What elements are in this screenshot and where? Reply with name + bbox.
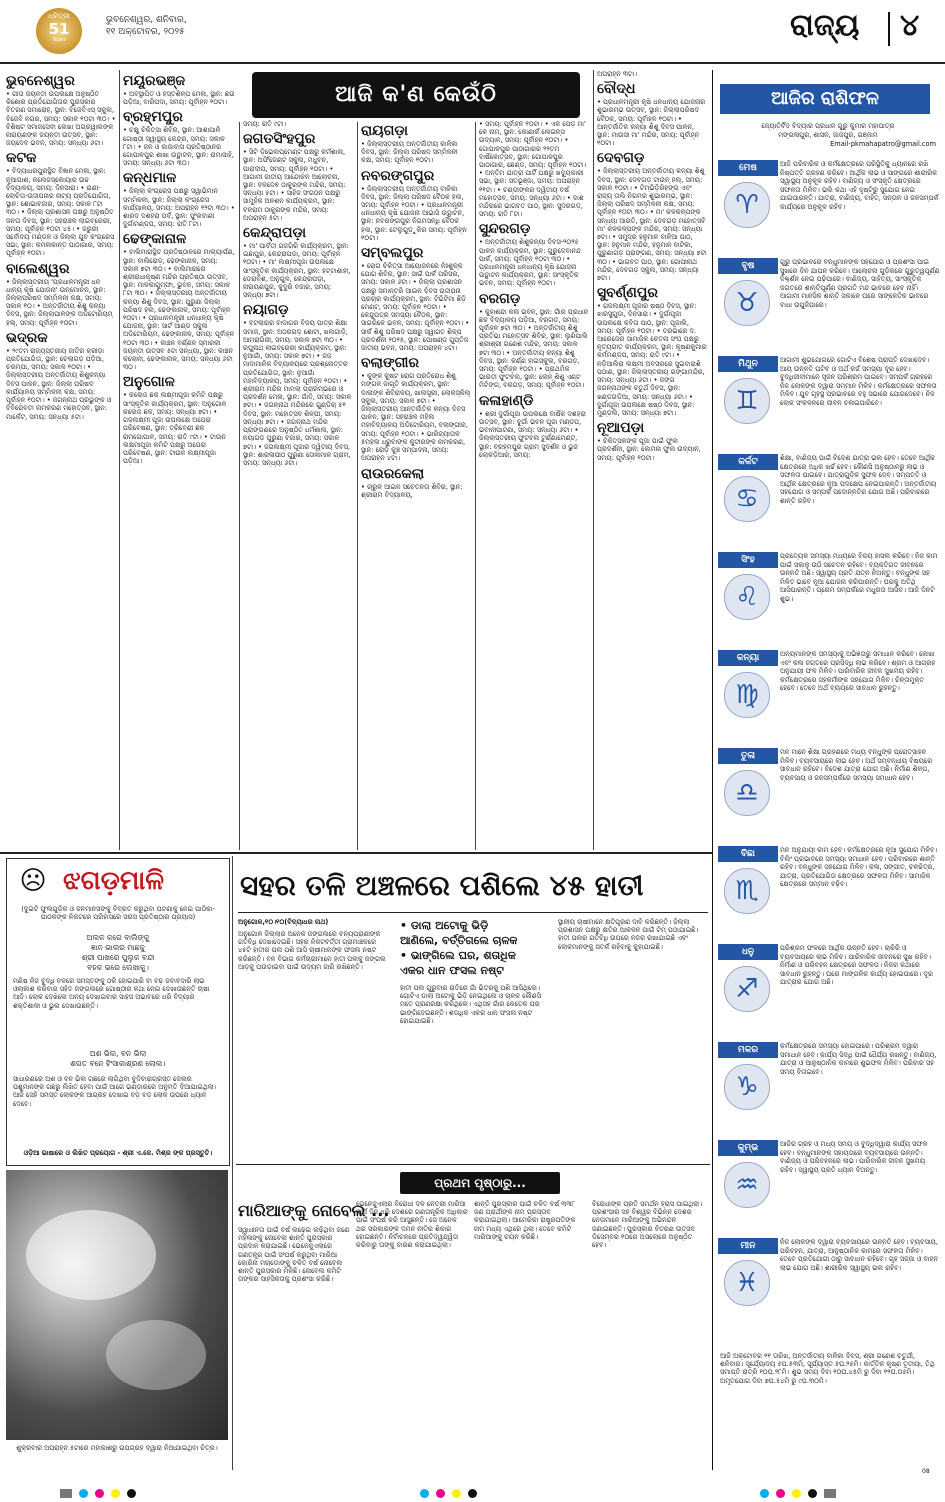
elephant-col-2: ହାତୀ ପଲ ଗୁରୁବାର ରାତିରେ ଗାଁ ଭିତରକୁ ପଶି ଆସିଥିଲେ। ଗୋଟିଏ ଡାଲା ଅଟୋକୁ ଭିଡ଼ି ନେଇଥିଲେ ଓ ଚାଳକ କୌଣସି ମତେ ପ୍ରାଣରକ୍ଷା କରିଥିଲେ। ଏଥିସହ ଗାଁର କେତେକ ଘର ଭାଙ୍ଗିଦେଇଛନ୍ତି। ଶତାଧିକ ଏକର ଧାନ ଫସଲ ନଷ୍ଟ ହୋଇଯାଇଛି। xyxy=(400,984,542,1025)
black-dot xyxy=(127,1489,136,1498)
rashifala-author: ଜ୍ୟୋତିର୍ବିଦ ବିଦ୍ୟାର ପ୍ରଧାନ ଗୁରୁ କୁମାର ମହାପାତ୍ର xyxy=(761,122,895,130)
zodiac-forecast: ଆଜିର ଗ୍ରହ ଓ ମଧ୍ୟ ସମୟ ଓ ବୁଦ୍ଧିଦ୍ୱାରା କାର୍ଯ୍ୟ ସଫଳ ହେବ। ବନ୍ଧୁମାନଙ୍କ ସହାୟତାରେ ବ୍ୟବସାୟରେ ଉନ୍ନତି। ବାଣିଜ୍ୟ ଓ ପରିବହନରେ ଲାଭ। ପାରିବାରିକ ଜୀବନ ସୁଖମୟ ରହିବ। ସ୍ୱାସ୍ଥ୍ୟ ପ୍ରତି ଧ୍ୟାନ ଦିଅନ୍ତୁ। xyxy=(780,1140,928,1174)
verse-line: ବହକ ଭରେ ଲେଖାକୁ। xyxy=(87,963,149,972)
jhagadamali-note: (ଦୁଇଟି ଫୁଲଗୁଡ଼ିକ ଓ ଜନମାନସଙ୍କୁ ବିବ୍ରତ କରୁଥିବା ଘଟଣାକୁ ନେଇ ପାଠିକା-ପାଠକଙ୍କ ନିକଟରେ ପରିହାସରେ ସରସ ପ୍ରତିଷ୍ଠାର ପ୍ରୟାସ) xyxy=(21,905,215,922)
pratham-tag xyxy=(400,1172,560,1194)
district-events: • ବଟଲାରାର ବାଦାଗର ବିଜୟ ପାତ୍ର ଶିକ୍ଷା ସମାଜ, ସ୍ଥାନ: ଅଠରଗଡ଼ ଶୋଟା, ଖଲଗାଡ଼ି, ଆମରାଗିରୀ, ସମୟ: ସକାଳ ୭ଟା ୩୦। • ରଘୁନାଥ ଲାଇବ୍ରେରୀ କାର୍ଯ୍ୟକ୍ରମ, ସ୍ଥାନ: ନୁଆଗାଁ, ସମୟ: ସକାଳ ୭ଟା। • ଜଜ ମାଦାମାନିକ ବିଦ୍ୟାଳୟରେ ପ୍ରଶ୍ନୋତ୍ତର ପ୍ରତିଯୋଗିତା, ସ୍ଥାନ: ନୁଆଗାଁ ମହାବିଦ୍ୟାଳୟ, ସମୟ: ପୂର୍ବାହ୍ନ ୧୦ଟା। • ଶ୍ରୀରାମ ମନ୍ଦିର ମାମଲା ପ୍ରାରମ୍ଭରେ ଓ ପ୍ରଦର୍ଶନ ମେଳା, ସ୍ଥାନ: ଗାଁଦି, ସମୟ: ସକାଳ ୭ଟା। • ଜଗନ୍ନାଥ ମନ୍ଦିରରେ ଗୁଣ୍ଡିଚା ୫୧ ଦିବସ, ସ୍ଥାନ: ମହୋତ୍ସବ ଶିଳ୍ପୀ, ସମୟ: ସନ୍ଧ୍ୟା ୭ଟା। • ଜଗନ୍ନାଥ ମନ୍ଦିର ପ୍ରାଙ୍ଗଣରେ ଅନୁଷ୍ଠିତ ଧର୍ମଶାଳା, ସ୍ଥାନ: ନୟାଗଡ଼ ପୁରୁଣା ବଜାର, ସମୟ: ସକାଳ ୭ଟା। • ଜଗଲକ୍ଷ୍ମୀ ପୂଜାର ଦ୍ୱିତୀୟ ଦିବସ, ସ୍ଥାନ: ଶାରଳାପୀଠ ପୁରୁଣା ତୋଳାମାଳ ଗ୍ରାମ, ସମୟ: ସନ୍ଧ୍ୟା ୬ଟା। xyxy=(243,319,352,467)
zodiac-label: କର୍କଟ xyxy=(718,454,778,470)
bullet-line: • ଭାଙ୍ଗିଲେ ଘର, ଶତାଧିକ xyxy=(400,948,570,963)
section-title: ରାଜ୍ୟ xyxy=(790,8,860,43)
zodiac-row xyxy=(718,748,940,840)
elephant-byline: ଅନୁଗୋଳ,୧୦।୧୦(ବିଦ୍ୟାଧର ନାଥ) xyxy=(238,918,329,926)
rashifala-email: Email-pkmahapatro@gmail.com xyxy=(830,140,936,148)
district-column-4 xyxy=(361,120,471,840)
district-heading: କେନ୍ଦ୍ରାପଡ଼ା xyxy=(243,225,307,242)
district-heading: ବୌଦ୍ଧ xyxy=(597,81,636,98)
anniversary-logo xyxy=(36,8,82,54)
cyan-dot xyxy=(760,1489,769,1498)
pratham-col-3: ଶାନ୍ତି ପୁରସ୍କାର ପାଇଁ ଚଳିତ ବର୍ଷ ୩୩୮ ଜଣ ପ୍ରାର୍ଥୀଙ୍କ ନାମ ପ୍ରସ୍ତାବ କରାଯାଇଥିଲା। ଆମେରିକା ରାଷ୍ଟ୍ରପତିଙ୍କ ନାମ ମଧ୍ୟ ଏଥିରେ ଥିଲା। ତେବେ କମିଟି ମାରିଆଙ୍କୁ ଚୟନ କରିଛି। xyxy=(474,1200,576,1241)
magenta-dot xyxy=(776,1489,785,1498)
district-events: • କୁହାଶନ୍ଦା କଳା ଭବନ, ସ୍ଥାନ: ଗାଁର ପ୍ରଧାନ ଛକ ବିଦ୍ୟାଳୟ ପଡ଼ିଆ, ବରଗଡ଼, ସମୟ: ପୂର୍ବାହ୍ନ ୭ଟା ୩୦। • ଅନ୍ତର୍ଜାତୀୟ ଶିଶୁ ପ୍ରତିଭା ମହୋତ୍ସବ ଶିବିର, ସ୍ଥାନ: ଲୁଣିପାଲି ଶ୍ରୀଶ୍ରୀ ଗଣେଶ ମନ୍ଦିର, ସମୟ: ସକାଳ ୭ଟା ୩୦। • ଅନ୍ତର୍ଜାତୀୟ କନ୍ୟା ଶିଶୁ ଦିବସ, ସ୍ଥାନ: କର୍ଣ୍ଣ ହାଇସ୍କୁଲ, ବରଗଡ଼, ସମୟ: ପୂର୍ବାହ୍ନ ୧୦ଟା। • ପ୍ରାଥମିକ ଭାରତୀ ଫୁଟବଲ, ସ୍ଥାନ: ଲେନ୍ ଶିଶୁ ଏଣ୍ଟ ମିଟିଙ୍ଗ, ବରଗଡ଼, ସମୟ: ପୂର୍ବାହ୍ନ ୧୦ଟା। xyxy=(479,307,589,390)
elephant-headline: ସହର ତଳି ଅଞ୍ଚଳରେ ପଶିଲେ ୪୫ ହାତୀ xyxy=(240,869,644,902)
district-events: • ଅନ୍ତର୍ଜାତୀୟ ଶିଶୁକନ୍ୟା ଦିବସ-୨୦୨୫ ପାଳନ କାର୍ଯ୍ୟକ୍ରମ, ସ୍ଥାନ: ଗୁରୁଦେବାନନ୍ଦ ପାର୍କ, ସମୟ: ପୂର୍ବାହ୍ନ ୧୦ଟା ୩୦। • ପ୍ରଧାନମନ୍ତ୍ରୀ ଧନଧାନ୍ୟ କୃଷି ଯୋଜନା ଉଦ୍ଘାଟନ କାର୍ଯ୍ୟକ୍ରମ, ସ୍ଥାନ: ସାଂସ୍କୃତିକ ଭବନ, ସମୟ: ପୂର୍ବାହ୍ନ ୧୦ଟା। xyxy=(479,238,581,288)
zodiac-forecast: ନିଜ ଲୋକଙ୍କ ଦ୍ୱାରା ବ୍ୟବସାୟରେ ଉନ୍ନତି ହେବ। ବ୍ୟବସାୟ, ପରିବହନ, ଯାତ୍ରା, ଆନୁଷ୍ଠାନିକ କାମରେ ସଫଳତା ମିଳିବ। ତେବେ ପ୍ରତିଯୋଗୀ ଠାରୁ ସାବଧାନ ରହିବେ। ଗୃହ ସଜ୍ଜା ଓ ବାହନ ଲାଭ ଯୋଗ ଅଛି। ଶାରୀରିକ ସ୍ୱାସ୍ଥ୍ୟ ଭଲ ରହିବ। xyxy=(780,1238,938,1272)
section-rule xyxy=(236,1164,710,1165)
register-marks-left xyxy=(60,1483,138,1502)
pratham-col-1: ସ୍ୱାଧୀନତା ପାଇଁ ବର୍ଷ ଲଢ଼େଇ ଲଢ଼ିଥିବା ଜଣେ ମହିଳାଙ୍କୁ ନୋବେଲ ଶାନ୍ତି ପୁରସ୍କାର ପ୍ରଦାନ କରାଯାଇଛି। ଭେନେଜୁଏଲାରେ ଗଣତନ୍ତ୍ର ପାଇଁ ସଂଘର୍ଷ କରୁଥିବା ମାରିଆ କୋରିନା ମଚାଡୋଙ୍କୁ ଚଳିତ ବର୍ଷ ନୋବେଲ ଶାନ୍ତି ପୁରସ୍କାର ମିଳିଛି। ନୋବେଲ କମିଟି ତାଙ୍କର ସାହସିକତାକୁ ପ୍ରଶଂସା କରିଛି। xyxy=(238,1226,350,1284)
elephant-col-3: ସ୍ଥାନୀୟ ଚାଷୀମାନେ କ୍ଷତିପୂରଣ ଦାବି କରିଛନ୍ତି। ଜିଲ୍ଲା ପ୍ରଶାସନ ପକ୍ଷରୁ କ୍ଷତିର ଆକଳନ ପାଇଁ ଟିମ୍ ପଠାଯାଇଛି। ହାତୀ ପଲର ଗତିବିଧି ଉପରେ ନଜର ରଖାଯାଇଛି ଏବଂ ଲୋକମାନଙ୍କୁ ସତର୍କ ରହିବାକୁ କୁହାଯାଇଛି। xyxy=(558,918,699,951)
zodiac-forecast: ଗୁରୁ ପ୍ରଭାବରେ ବନ୍ଧୁମାନଙ୍କ ସହଯୋଗ ଓ ପ୍ରଶଂସା ପାଇ ସୁଖରେ ଦିନ ଯାପନ କରିବେ। ଆଲୋଚନା ଗୁଡ଼ିକରେ ଗୁରୁତ୍ୱପୂର୍ଣ୍ଣ ଦିଗ୍ଦର୍ଶନ ନେଇ ପଢ଼ିପାରେ। ବାଣିଜ୍ୟ, ସାହିତ୍ୟ, ସାଂସ୍କୃତିକ ଜଗତରେ ଶାନ୍ତିପୂର୍ଣ୍ଣ ପ୍ରଗତି ମନ୍ଦ ଭାବରେ ହେବ ନାହିଁ। ଆଗାମୀ ମାନସିକ ଶାନ୍ତି ସକାଳେ ଘରେ ସାଙ୍କେତିକ ଭାବରେ ବାଧା ଉପୁଜିପାରେ। xyxy=(780,258,940,309)
district-heading: ସମ୍ବଲପୁର xyxy=(361,245,424,262)
district-events: • ଚାରୁଳ ଆଇନ ସଚେତନତା ଶିବିର, ସ୍ଥାନ: ଶ୍ରୀରାମ ବିଦ୍ୟାଳୟ, xyxy=(361,482,463,499)
column-rule xyxy=(475,122,476,850)
cloud-band xyxy=(26,1210,156,1300)
jhagadamali-para-2: ସାଧାରଣରେ ଅଶ ଓ ବନ ଭିଲ ଗଛରେ ଲାଗିଥିବା ବୁଦିବାରାଗ୍ରସ୍ତ ଜେଲର ପଶୁମାନଙ୍କ ଗଛରୁ ଲିଖିତ ହେବା ପାଇଁ ଆଗେ ଭଣ୍ଡାରରେ ଅନୁମତି ଦିଆଯାଇଥିଲା। ଆଜି ସେହି ସମସ୍ତ ଲୋକଙ୍କ ଆଗ୍ରହ ଦେଖାଇ ବଡ଼ ବଡ଼ ଲୋକ ଉପରେ ଧ୍ୟାନ ଦେବେ। xyxy=(13,1075,217,1108)
district-heading: ସୁବର୍ଣ୍ଣପୁର xyxy=(597,285,658,302)
zodiac-label: ବୃଷ xyxy=(718,258,778,274)
district-heading: ନବରଙ୍ଗପୁର xyxy=(361,167,435,184)
verse-line: ଅଲଳ କରେ ବାଲିଙ୍କୁ xyxy=(86,933,150,942)
zodiac-row xyxy=(718,160,940,252)
dateline xyxy=(106,14,256,38)
district-heading: ନୟାଗଡ଼ xyxy=(243,302,289,319)
jhagadamali-line-a: ଅଶ ଭିଲ, ବନ ଭିଲା xyxy=(89,1049,147,1058)
black-dot xyxy=(808,1489,817,1498)
satellite-caption: ଶୁକ୍ରବାର ଅପରାହ୍ନ ୫ଟାରେ ମହାକାଶରୁ ଉପଗ୍ରହ ଦ୍ୱାରା ନିଆଯାଇଥିବା ଚିତ୍ର। xyxy=(16,1444,218,1452)
zodiac-label: ଧନୁ xyxy=(718,944,778,960)
jhagadamali-box xyxy=(6,858,230,1166)
zodiac-row xyxy=(718,552,940,644)
district-events: • ଚିକିତ୍ସକଙ୍କ ପୂଜା ପାଇଁ ଫୁଲ ପ୍ରଦର୍ଶନୀ, ସ୍ଥାନ: କୋମନା ଫୁଲ ଉଦ୍ୟାନ, ସମୟ: ପୂର୍ବାହ୍ନ ୧୦ଟା। xyxy=(597,437,701,462)
district-events: • ବିଦ୍ୟାଧରପୁରସ୍ଥିତ ବିଜ୍ଞାନ ମେଳା, ସ୍ଥାନ: ନୂଆପାଶ, କଲେଜସ୍କୋୟାର ଉଚ୍ଚ ବିଦ୍ୟାଳୟ, ସମୟ: ଦିନସାରା। • ରାଣୀ-ଲୋଚିତା-ଉଦ୍ଦୀପନାର ନାଟ୍ୟ ପ୍ରତିଯୋଗିତା, ସ୍ଥାନ: ଶୋଭାବଜାର, ସମୟ: ସକାଳ ୮ଟା ୩୦। • ଜିଲ୍ଲା ପ୍ରଶାସନ ପକ୍ଷରୁ ଅନୁଷ୍ଠିତ ଜନତା ଦିବସ, ସ୍ଥାନ: ସହରାଞ୍ଚଳ ଲାଇବ୍ରେରୀ, ସମୟ: ପୂର୍ବାହ୍ନ ୧୦ଟା ୪୫। • ଜରୁରୀ ସର୍ବୋଦୟ ମଣ୍ଡଳ ଓ ଜିଲ୍ଲା ଯୁବ କଂଗ୍ରେସ ସଭା, ସ୍ଥାନ: କମଳାକାନ୍ତ ପାଠାଗାର, ସମୟ: ପୂର୍ବାହ୍ନ ୧୦ଟା। xyxy=(6,167,115,258)
zodiac-row xyxy=(718,650,940,742)
zodiac-row xyxy=(718,454,940,546)
zodiac-forecast: ଅନ୍ୟମାନଙ୍କ ସମସ୍ୟାକୁ ଅଭିଜ୍ଞତାରୁ ସମାଧାନ କରିବେ। ଲେଖା ଏବଂ କଳା ଜଗତରେ ପ୍ରସିଦ୍ଧି ଲାଭ କରିବେ। ଶ୍ରମ ଓ ଆଗ୍ରହ ଅନୁଯାୟୀ ଫଳ ମିଳିବ। ପାରିବାରିକ ଜୀବନ ସୁଖମୟ ରହିବ। କର୍ମକ୍ଷେତ୍ରରେ ସହକର୍ମୀଙ୍କ ସହଯୋଗ ମିଳିବ। ଚିନ୍ତାମୁକ୍ତ ହେବେ। ତେବେ ଅର୍ଥ ବ୍ୟୟରେ ସାବଧାନ ରୁହନ୍ତୁ। xyxy=(780,650,936,693)
zodiac-label: ମେଷ xyxy=(718,160,778,176)
district-events: • ଚକ୍ଷୁ ଚିକିତ୍ସା ଶିବିର, ସ୍ଥାନ: ଆଶାପାଳି ଗୋଷ୍ଠୀ ସ୍ୱାସ୍ଥ୍ୟ କେନ୍ଦ୍ର, ସମୟ: ସକାଳ ୮ଟା। • ଜନ ଓ କାଜାବାସ ପ୍ରତିଷ୍ଠାନର ଗୋପାଳପୁର ଶାଖା ଉଦ୍ଘାଟନ, ସ୍ଥାନ: ରାମାସାହି, ସମୟ: ସନ୍ଧ୍ୟା ୬ଟା ୩୦। xyxy=(123,126,234,168)
jhagadamali-line-b: ଶଗତ ବନେ ହିଂସାକାଶ୍ରଣ ଲୋଳା। xyxy=(70,1059,166,1068)
satellite-image xyxy=(6,1170,228,1440)
zodiac-row xyxy=(718,1238,940,1330)
column-rule xyxy=(593,70,594,850)
magenta-dot xyxy=(436,1489,445,1498)
zodiac-row xyxy=(718,1140,940,1232)
district-column-6 xyxy=(597,70,707,840)
district-column-2 xyxy=(123,70,235,840)
district-events: ସମୟ: ରାତି ୯ଟା। xyxy=(243,120,287,128)
section-divider xyxy=(888,12,890,46)
district-column-3 xyxy=(243,120,353,840)
district-heading: ରାଉରକେଲା xyxy=(361,465,425,482)
zodiac-symbol-icon: ♏ xyxy=(724,868,770,914)
verse-line: ଶ୍ରୀ ପାଖରେ ପୁଲୁକ ବନ୍ଦୀ xyxy=(81,953,155,962)
district-heading: କଳାହାଣ୍ଡି xyxy=(479,392,534,409)
district-events: • ଅବସ୍ଥାପିତ ଓ ହସ୍ତଶିଳ୍ପ ମେଳା, ସ୍ଥାନ: ଛଉ ପଡ଼ିଆ, ବାରିପଦା, ସମୟ: ପୂର୍ବାହ୍ନ ୧୦ଟା। xyxy=(123,90,235,107)
district-heading: ଭଦ୍ରକ xyxy=(6,329,48,346)
jhagadamali-verse xyxy=(13,933,223,973)
district-column-5 xyxy=(479,120,589,840)
district-events: • ଶ୍ରୀ ଦୁର୍ଗାପୂଜା ଉପଲକ୍ଷେ ବାର୍ଷିକ ଦଶହରା ଉତ୍ସବ, ସ୍ଥାନ: ଦୁର୍ଗା ଭବନ ପୂଜା ମଣ୍ଡପ, ଭବାନୀପାଟଣା, ସମୟ: ସନ୍ଧ୍ୟା ୬ଟା। • ଜିଲ୍ଲାସ୍ତରୀୟ ଫୁଟବଲ ଟୁର୍ଣ୍ଣାମେଣ୍ଟ, ସ୍ଥାନ: ବ୍ରହ୍ମପୁର ଗ୍ରାମ ସୁଦର୍ଶନ ଓ ଭୁଜ ଲୋକଡ଼ିଆର, ସମୟ: xyxy=(479,409,586,459)
logo-sub: Years xyxy=(52,37,66,43)
district-heading: ବ୍ରହ୍ମପୁର xyxy=(123,109,183,126)
pratham-col-4: ବିରୋଧୀଙ୍କ ପ୍ରତି ସମର୍ଥନ ହ୍ରାସ ପାଇଥିଲା। ପ୍ରଶଂସାର ସହ ବିଶ୍ୱର ବିଭିନ୍ନ ଦେଶର ନେତାମାନେ ମାରିଆଙ୍କୁ ଅଭିନନ୍ଦନ ଜଣାଇଛନ୍ତି। ପୁରସ୍କାର ବିତରଣ ଉତ୍ସବ ଡିସେମ୍ବର ୧୦ରେ ଅସଲୋରେ ଅନୁଷ୍ଠିତ ହେବ। xyxy=(592,1200,703,1250)
zodiac-forecast: ଆଜି ପରିବାରିକ ଓ କର୍ମକ୍ଷେତ୍ରରେ ପରିସ୍ଥିତିକୁ ଧ୍ୟାନରେ ରଖି ନିଷ୍ପତ୍ତି ଗ୍ରହଣ କରିବେ। ଆର୍ଥିକ ଲାଭ ଓ ସାଙ୍ଗରେ ଶାରୀରିକ ସ୍ୱାସ୍ଥ୍ୟ ଅନୁକୂଳ ରହିବ। ବାଣିଜ୍ୟ ଓ ସଂସ୍କୃତି କ୍ଷେତ୍ରରେ ସଫଳତା ମିଳିବ। ଭଲି କଥା ଏହି ଦୃଷ୍ଟିରୁ ସୁଯୋଗ ନେଇ ଯାଇପାରନ୍ତି। ଯାତ୍ରା, ବାଣିଜ୍ୟ, ବାହିତ, ସନ୍ତାନ ଓ ଜନସମ୍ପର୍କ କାର୍ଯ୍ୟରେ ଅନୁକୂଳ ରହିବ। xyxy=(780,160,939,211)
column-rule xyxy=(232,856,233,1470)
jhagadamali-title: ଝଗଡ଼ମାଳି xyxy=(63,866,165,896)
district-events: • ଗଜଲକ୍ଷ୍ମୀ ପୂଜାର ଷଷ୍ଠ ଦିବସ, ସ୍ଥାନ: ଝାରସୁଗୁଡ଼ା, ଦିନସାରା। • ଦୁର୍ଗାପୂଜା ଉପଲକ୍ଷେ କବିତା ପାଠ, ସ୍ଥାନ: ପୂଜାଲି, ସମୟ: ପୂର୍ବାହ୍ନ ୧୦ଟା। • ତରଭାରେ ଦ. ଆରେଜେର ସାମାଜିକ ଚେତନା ସଂଘ ପକ୍ଷରୁ ନୃତ୍ୟଗୀତ କାର୍ଯ୍ୟକ୍ରମ, ସ୍ଥାନ: କୃଷ୍ଣକୁମାର କର୍ମମଣ୍ଡପ, ସମୟ: ରାତି ୯ଟା। • ନଡ଼ିଆଲିରା ଲକ୍ଷ୍ମୀ ଅବସରରେ ସୁଇବାରାଶି ପଠାଣ, ସ୍ଥାନ: ଜିଲ୍ଲାସ୍ତରୀୟ ଗଙ୍ଗାମନ୍ଦିର, ସମୟ: ସନ୍ଧ୍ୟା ୬ଟା। • ଜଙ୍ଗ ଜଗନ୍ନାଥଙ୍କ ଚତୁର୍ଥ ଦିବସ, ସ୍ଥାନ: ଖଣ୍ଡଗଡ଼ିଆ, ସମୟ: ସନ୍ଧ୍ୟା ୬ଟା। • ଦୁର୍ଗାପୂଜା ଉପଲକ୍ଷେ ଷଷ୍ଠ ଦିବସ, ସ୍ଥାନ: ମୁଣ୍ଡଲି, ସମୟ: ସନ୍ଧ୍ୟା ୭ଟା। xyxy=(597,302,707,417)
dateline-line-1: ଭୁବନେଶ୍ୱର, ଶନିବାର, xyxy=(106,15,187,25)
elephant-col-1: ଅନୁଗୋଳ ଜିଲ୍ଲାର ଅନେକ ଜଙ୍ଗଲରେ ବନ୍ୟପ୍ରାଣୀଙ୍କ ଗତିବିଧି ଦେଖାଦେଇଛି। ସହର ନିକଟବର୍ତ୍ତୀ ଗ୍ରାମାଞ୍ଚଳରେ ୪୫ଟି ହାତୀର ପଲ ପଶି ଆସି ଚାଷୀମାନଙ୍କ ଫସଲ ନଷ୍ଟ କରିଛନ୍ତି। ବନ ବିଭାଗ କର୍ମଚାରୀମାନେ ହାତୀ ପଲକୁ ଜଙ୍ଗଲ ଆଡ଼କୁ ଘଉଡ଼ାଇବା ପାଇଁ ଉଦ୍ୟମ ଜାରି ରଖିଛନ୍ତି। xyxy=(238,930,386,971)
district-heading: ରାୟଗଡ଼ା xyxy=(361,123,408,139)
district-heading: ବାଲେଶ୍ୱର xyxy=(6,260,70,277)
logo-top-text: ଧରିତ୍ରୀ xyxy=(48,12,70,20)
district-events: • ବାଲିମାରାସ୍ଥିତ ପ୍ରତିଷ୍ଠାନରେ ମାଲ୍ୟାର୍ପଣ, ସ୍ଥାନ: ବାଲିରୋଡ଼, ଢେଙ୍କାନାଳ, ସମୟ: ସକାଳ ୭ଟା ୩୦। • ବାଲିମାରାରେ ଶ୍ରୀରାଧାକୃଷ୍ଣ ମନ୍ଦିର ପ୍ରତିଷ୍ଠା ଉତ୍ସବ, ସ୍ଥାନ: ମାଳକାଗୁମ୍ଫା, ଭୁବନ, ସମୟ: ସକାଳ ୮ଟା ୩୦। • ଜିଲ୍ଲାସ୍ତରୀୟ ଅନ୍ତର୍ଜାତୀୟ କନ୍ୟା ଶିଶୁ ଦିବସ, ସ୍ଥାନ: ପୁରୁଣା ଜିଲ୍ଲା ପରିଷଦ ହଲ, ଢେଙ୍କାନାଳ, ସମୟ: ପୂର୍ବାହ୍ନ ୧୦ଟା। • ପ୍ରଧାନମନ୍ତ୍ରୀ ଧନଧାନ୍ୟ କୃଷି ଯୋଜନା, ସ୍ଥାନ: ସାର୍ଟ ଆଣ୍ଡ ସ୍କୁଲ ଅଡିଟୋରିୟମ, ଢେଙ୍କାନାଳ, ସମୟ: ପୂର୍ବାହ୍ନ ୧୦ଟା ୩୦। • କାଞ୍ଚନ ବର୍ଣ୍ଣନ ସ୍ମାରକୀ ଜୟନ୍ତୀ ଉତ୍ସବ ୫ଟା ସନ୍ଧ୍ୟା, ସ୍ଥାନ: କାଞ୍ଚନ କଲୋନୀ, ଢେଙ୍କାନାଳ, ସମୟ: ସନ୍ଧ୍ୟା ୬ଟା ୩୦। xyxy=(123,248,235,372)
district-events: • କଲେଜ ଛକ ଲକ୍ଷ୍ମୀପୂଜା କମିଟି ପକ୍ଷରୁ ସାଂସ୍କୃତିକ କାର୍ଯ୍ୟକ୍ରମ, ସ୍ଥାନ: ଅନୁଗୋଳ କଲେଜ ଛକ, ସମୟ: ସନ୍ଧ୍ୟା ୭ଟା। • ଗଜଲକ୍ଷ୍ମୀ ପୂଜା ଉପଲକ୍ଷେ ଅପେରା ପରିବେଷଣ, ସ୍ଥାନ: ତ୍ରିବେଣୀ ଛକ ରାମଗୋପାଳ, ସମୟ: ରାତି ୯ଟା। • ଟାଉନ ଲକ୍ଷ୍ମୀପୂଜା କମିଟି ପକ୍ଷରୁ ଅପେରା ପରିବେଷଣ, ସ୍ଥାନ: ଟାଉନ ଲକ୍ଷ୍ମୀପୂଜା ପଡ଼ିଆ। xyxy=(123,391,227,466)
zodiac-symbol-icon: ♒ xyxy=(724,1162,770,1208)
pratham-tag-label: ପ୍ରଥମ ପୃଷ୍ଠାରୁ... xyxy=(434,1176,526,1190)
elephant-bullets xyxy=(400,918,570,978)
zodiac-forecast: କର୍ମକ୍ଷେତ୍ରରେ ସମସ୍ୟା ହୋଇପାରେ। ପରିଶ୍ରମ ଦ୍ୱାରା ସମାଧାନ ହେବ। କାର୍ଯ୍ୟ ସିଦ୍ଧି ପାଇଁ ଧୈର୍ଯ୍ୟ ରଖନ୍ତୁ। ବାଣିଜ୍ୟ, ଯାତ୍ରା ଓ ଆନୁଷ୍ଠାନିକ କାମରେ ଶୁଭଫଳ ମିଳିବ। ପରିବାର ସହ ସମୟ ବିତାଇବେ। xyxy=(780,1042,937,1076)
rashifala-title-bar xyxy=(720,84,930,114)
district-events: • ଜିଲ୍ଲାସ୍ତରୀୟ ଅନ୍ତର୍ଜାତୀୟ ବାଳିକା ଦିବସ, ସ୍ଥାନ: ଜିଲ୍ଲା ପରିଷଦ ବୈଠକ ହଲ, ସମୟ: ପୂର୍ବାହ୍ନ ୧୦ଟା। • ପ୍ରଧାନମନ୍ତ୍ରୀ ଧନଧାନ୍ୟ କୃଷି ଯୋଜନା ଆଭାସି ଉଦ୍ଘାଟନ, ସ୍ଥାନ: ନବରଙ୍ଗପୁର ନିଗମସନ୍ଧି ବୈଠକ ହଲ, ସ୍ଥାନ: ଟେଲୁଗୁଡ଼ୁକିର ସମୟ: ପୂର୍ବାହ୍ନ ୧୦ଟା। xyxy=(361,184,467,242)
zodiac-forecast: ପରିଶ୍ରମ ଫଳରେ ଆର୍ଥିକ ଉନ୍ନତି ହେବ। ଚାକିରି ଓ ବ୍ୟବସାୟରେ ଲାଭ ମିଳିବ। ପାରିବାରିକ ଜୀବନରେ ସୁଖ ରହିବ। ନିର୍ମାଣ ଓ ପରିବହନ କ୍ଷେତ୍ରରେ ସଫଳତା। ନିଜର କଥାରେ ସାବଧାନ ରୁହନ୍ତୁ। ଘରେ ମାଙ୍ଗଳିକ କାର୍ଯ୍ୟ ହୋଇପାରେ। ଦୂର ଯାତ୍ରାର ଯୋଗ ଅଛି। xyxy=(780,944,933,987)
district-events: • ସମୟ: ପୂର୍ବାହ୍ନ ୧୦ଟା। • ଏକ ପେଡ଼ ମା' କେ ନାମ, ସ୍ଥାନ: କୋଣାର୍କ ଲେଇନ୍ସ ଉଦ୍ୟାନ, ସମୟ: ପୂର୍ବାହ୍ନ ୧୦ଟା। • ଗୋପାଳପୁର ପାଠାଗାରର ୨୨ତମ ବାର୍ଷିକୋତ୍ସବ, ସ୍ଥାନ: ଗୋପାଳପୁର ପାଠାଗାର, ଛେଣ୍ଡ, ସମୟ: ପୂର୍ବାହ୍ନ ୧୦ଟା। • ଅନ୍ତିମ ଯାତ୍ରା ପାର୍ଟି ପକ୍ଷରୁ ଖଦ୍ୟୁକାରୀ ସଭା, ସ୍ଥାନ: ସତଭୂଞ୍ଜା, ସମୟ: ଅପରାହ୍ନ ୧୧ଟା। • ଚଣ୍ଡୀଙ୍କର ଦ୍ୱିତୀୟ ବର୍ଷ ମହୋତ୍ସବ, ସମୟ: ସନ୍ଧ୍ୟା ୬ଟା। • ଦାଶ ମନ୍ଦିରରେ ଭାଗବତ ପାଠ, ସ୍ଥାନ: ସୁଦରଗଡ଼, ସମୟ: ରାତି ୮ଟା। xyxy=(479,120,587,219)
zodiac-label: ତୁଳା xyxy=(718,748,778,764)
district-events: ଅପରାହ୍ନ ୩ଟା। xyxy=(597,70,638,78)
cyan-dot xyxy=(420,1489,429,1498)
zodiac-symbol-icon: ♑ xyxy=(724,1064,770,1110)
district-events: • ଗୀତା ଜୟନ୍ତୀ ଉପଲକ୍ଷେ ଅନୁଷ୍ଠିତ କିଶୋର ପ୍ରତିଯୋଗିତାର ପୁରସ୍କାର ବିତରଣ ସମାରୋହ, ସ୍ଥାନ: ବିଜେବିଏସ୍ ସ୍କୁଲ, ବିଜେବି ନଗର, ସମୟ: ସକାଳ ୧୦ଟା ୩୦। • ବିଶିଷ୍ଟ ସମାଜସେବୀ ଲେଖା ଅଗ୍ରୱାଲଙ୍କ ନାରାୟଣଙ୍କ ଜୟନ୍ତୀ ଉତ୍ସବ, ସ୍ଥାନ: ଜୟଦେବ ଭବନ, ସମୟ: ସନ୍ଧ୍ୟା ୬ଟା। xyxy=(6,90,116,148)
zodiac-label: ମୀନ xyxy=(718,1238,778,1254)
zodiac-symbol-icon: ♉ xyxy=(724,280,770,326)
headline-rule xyxy=(238,912,708,913)
district-heading: ବଲାଙ୍ଗୀର xyxy=(361,355,419,372)
district-events: • କୁଙ୍କ କୁଷ୍ଟ ରୋଗ ପ୍ରତିରୋଧ ଶିଶୁ ମଙ୍ଗଳ ଜାଗୃତି କାର୍ଯ୍ୟକ୍ରମ, ସ୍ଥାନ: ଦାଲାଙ୍କ ଶିବିରାଳୟ, ଖାଲସ୍ତ୍ରୀ, ଲୋକସ୍କିଲ୍ ସ୍କୁଲ, ସମୟ: ସକାଳ ୭ଟା। • ଜିଲ୍ଲାସ୍ତରୀୟ ଆନ୍ତର୍ଜାତିକ କନ୍ୟା ଦିବସ ପାଳନ, ସ୍ଥାନ: ସହରାଞ୍ଚଳ ମହିଳା ମହାବିଦ୍ୟାଳୟ ଅଡିଟୋରିୟମ, ବଲାଙ୍ଗୀର, ସମୟ: ପୂର୍ବାହ୍ନ ୧୦ଟା। • ଭାରିଜ୍ୟାତାଳ ୫ମହଲ ଧ୍ରୁବାଙ୍କ କୁଟୀରଙ୍କ ନାମକରଣ, ସ୍ଥାନ: ରୋଡ଼ି କୁଞ୍ଚ ସମ୍ପାଦନା, ସମୟ: ଅପରାହ୍ନ ୪ଟା। xyxy=(361,372,471,463)
district-heading: ଭୁବନେଶ୍ୱର xyxy=(6,73,75,89)
yellow-dot xyxy=(792,1489,801,1498)
rashifala-footer: ଆଜି ଅକ୍ଟୋବର ୧୧ ତାରିଖ, ଅନ୍ତର୍ଜାତୀୟ ବାଳିକା ଦିବସ, ଶ୍ରୀ ଗଣେଶ ଚତୁର୍ଥୀ, ଶନିବାର। ସୂର୍ଯ୍ୟୋଦୟ ୫ଘ.୫୩ମି, ସୂର୍ଯ୍ୟାସ୍ତ ୫ଘ.୨୫ମି। କାର୍ତ୍ତିକ କୃଷ୍ଣ ତୃତୀୟା, ତିଥି ସମାପ୍ତି ରାତ୍ରି ୧୦ଘ.୨୮ମି। ଶୁଭ ସମୟ ଦିବା ୧୦ଘ.୪୫ମି ରୁ ଦିବା ୧୨ଘ.୦୫ମି। ଅମୃତଯୋଗ ଦିବା ୭ଘ.୫୪ମି ରୁ ୯ଘ.୩୦ମି। xyxy=(720,1352,935,1385)
zodiac-symbol-icon: ♓ xyxy=(724,1260,770,1306)
district-heading: ନୂଆପଡ଼ା xyxy=(597,420,645,437)
pratham-col-2: ଭେନେଜୁଏଲାର ବିରୋଧୀ ଦଳ ନେତ୍ରୀ ମାରିଆ ଦୀର୍ଘ ଦିନ ଧରି ଦେଶରେ ଗଣତାନ୍ତ୍ରିକ ଅଧିକାର ପାଇଁ ସଂଘର୍ଷ କରି ଆସୁଛନ୍ତି। ସେ ଅନେକ ଥର ସରକାରଙ୍କ ଦମନ ନୀତିର ଶିକାର ହୋଇଛନ୍ତି। ନିର୍ବାଚନରେ ପ୍ରତିଦ୍ୱନ୍ଦ୍ୱିତା କରିବାରୁ ତାଙ୍କୁ ବାରଣ କରାଯାଇଥିଲା। xyxy=(356,1200,468,1250)
district-heading: କଟକ xyxy=(6,150,37,167)
logo-number: 51 xyxy=(48,20,70,38)
column-rule xyxy=(119,70,120,850)
district-heading: ଢେଙ୍କାନାଳ xyxy=(123,231,187,248)
zodiac-row xyxy=(718,944,940,1036)
bullet-line: ଏକର ଧାନ ଫସଲ ନଷ୍ଟ xyxy=(400,964,504,977)
zodiac-symbol-icon: ♎ xyxy=(724,770,770,816)
masthead-rule xyxy=(0,62,945,64)
zodiac-forecast: ମନ ଅନୁଯାୟୀ କାମ ହେବ। କର୍ମକ୍ଷେତ୍ରରେ ନୂଆ ସୁଯୋଗ ମିଳିବ। ବିଲିଂ ପ୍ରଭାବରେ ସମସ୍ୟା ସମାଧାନ ହେବ। ପରିବାରରେ ଶାନ୍ତି ରହିବ। ବନ୍ଧୁଙ୍କ ସହଯୋଗ ମିଳିବ। କଳା, ସଙ୍ଗୀତ, ଚଳଚ୍ଚିତ୍ର, ଯାତ୍ରା, ପ୍ରତିଯୋଗିତା କ୍ଷେତ୍ରରେ ସଫଳତା ମିଳିବ। ସାମାଜିକ କ୍ଷେତ୍ରରେ ସମ୍ମାନ ବଢ଼ିବ। xyxy=(780,846,938,889)
district-events: • ୨୯ତମ ରାଜ୍ୟସ୍ତରୀୟ ଜାତିର କ୍ରୀଡ଼ା ପ୍ରତିଯୋଗିତା, ସ୍ଥାନ: ଚେଲାଗଡ଼ ପଡ଼ିଆ, ଚରମ୍ପା, ସମୟ: ସକାଳ ୧୦ଟା। • ଜିଲ୍ଲାସ୍ତରୀୟ ଅନ୍ତର୍ଜାତୀୟ ଶିଶୁକନ୍ୟା ଦିବସ ପାଳନ, ସ୍ଥାନ: ଜିଲ୍ଲା ପରିଷଦ କାର୍ଯ୍ୟାଳୟ ସମ୍ମିଳନୀ କକ୍ଷ, ସମୟ: ପୂର୍ବାହ୍ନ ୧୦ଟା। • ଜଗନ୍ନାଥ ପ୍ରଭୁଙ୍କ ଓ ବିବିରେବତୀ ନାମକରଣ ମହୋତ୍ସବ, ସ୍ଥାନ: ମାର୍କେଟ, ସମୟ: ସନ୍ଧ୍ୟା ୫ଟା। xyxy=(6,346,112,421)
district-events: • ମା' ପାର୍ବତୀ ଗଜଗିରି କାର୍ଯ୍ୟକ୍ରମ, ସ୍ଥାନ: ଇଛାପୁର, କେନ୍ଦ୍ରାପଡ଼ା, ସମୟ: ପୂର୍ବାହ୍ନ ୧୦ଟା। • ମା' ଲକ୍ଷ୍ମୀପୂଜା ଉପଲକ୍ଷେ ସାଂସ୍କୃତିକ କାର୍ଯ୍ୟକ୍ରମ, ସ୍ଥାନ: ହଟ୍ଟାଶାହୀ, ଡେରାବିଶ, ଅନୁଗୁଳ, କେନ୍ଦ୍ରାପଡ଼ା, ନାରାୟଣପୁର, କୁଦୁରି ବଜାର, ସମୟ: ସନ୍ଧ୍ୟା ୭ଟା। xyxy=(243,242,351,300)
register-marks-center xyxy=(420,1483,479,1502)
zodiac-symbol-icon: ♈ xyxy=(724,182,770,228)
zodiac-label: ମିଥୁନ xyxy=(718,356,778,372)
section-rule xyxy=(0,852,712,854)
district-events: • ଜିଲ୍ଲାସ୍ତରୀୟ ଅନ୍ତର୍ଜାତୀୟ କାଳିକା ଦିବସ, ସ୍ଥାନ: ଜିଲ୍ଲା ପରିଷଦ ସମ୍ମିଳନୀ କକ୍ଷ, ସମୟ: ପୂର୍ବାହ୍ନ ୧୦ଟା। xyxy=(361,140,458,165)
column-rule xyxy=(239,122,240,850)
jhagadamali-credit: ଓଡ଼ିଆ ଭାଷାରେ ଓ ଲିଖିତ ପ୍ରୟୋଗ - ଶ୍ରୀ ଏ.ଜେ. ମିଶ୍ର ଙ୍କ ପ୍ରସ୍ତୁତି। xyxy=(23,1149,213,1157)
page-corner-number: 08 xyxy=(922,1468,930,1475)
zodiac-label: ବିଛା xyxy=(718,846,778,862)
black-dot xyxy=(468,1489,477,1498)
dateline-line-2: ୧୧ ଅକ୍ଟୋବର, ୨୦୨୫ xyxy=(106,27,185,37)
zodiac-row xyxy=(718,258,940,350)
zodiac-forecast: ଆଗାମୀ ଶୁଭଯୋଗରେ ଗୋଟିଏ ବିଶେଷ ପ୍ରାପ୍ତି ଦେଖାଦେବ। ଆୟ ଉନ୍ନତି ଘଟିବ ଓ ଅର୍ଥ କର୍ଜ ସମସ୍ୟା ଦୂର ହେବ। ବୁଦ୍ଧିଜୀବୀମାନେ ସୃଜନ ପରିଶ୍ରମ ପାଇବେ। ସମ୍ପର୍କ ଗ୍ରହରେ ନିଜ ଲୋକଙ୍କ ଦ୍ୱାରା ସମ୍ମାନ ମିଳିବ। କର୍ମକ୍ଷେତ୍ରରେ ସଫଳତା ମିଳିବ। ଯୁବ ଗୃହସ୍ଥ ପ୍ରଭାବରେ ବହୁ ସଭାରେ ଯୋଗଦେବେ। ନିଜ ଲୋକ ସଂକଳନରେ ଜୀବନ ଚଳାଇପାରିବେ। xyxy=(780,356,937,407)
zodiac-symbol-icon: ♋ xyxy=(724,476,770,522)
district-heading: ଅନୁଗୋଳ xyxy=(123,374,175,391)
zodiac-row xyxy=(718,356,940,448)
zodiac-forecast: ପ୍ରତ୍ୟେକ ସମସ୍ୟା ମଧ୍ୟରେ ବିଜୟ ହାସଲ କରିବେ। ନିଜ କାମ ପାଇଁ ସକାଳୁ ଉଠି ସଚେତନ ରହିବେ। ବ୍ୟକ୍ତିଗତ ଜୀବନରେ ଉନ୍ନତି ଅଛି। ସ୍ୱାସ୍ଥ୍ୟ ପ୍ରତି ଯତ୍ନ ନିଅନ୍ତୁ। ବନ୍ଧୁଙ୍କ ସହ ମିଳିତ ଭାବେ ନୂଆ ଯୋଜନା କରିପାରନ୍ତି। ଘରକୁ ଅତିଥି ଆସିପାରନ୍ତି। ପ୍ରେମ ସମ୍ପର୍କରେ ମଧୁରତା ଆସିବ। ଆଜି ଦିନଟି ଶୁଭ। xyxy=(780,552,938,603)
zodiac-row xyxy=(718,1042,940,1134)
zodiac-symbol-icon: ♌ xyxy=(724,574,770,620)
zodiac-row xyxy=(718,846,940,938)
zodiac-symbol-icon: ♐ xyxy=(724,966,770,1012)
zodiac-forecast: ଶିକ୍ଷା, ବାଣିଜ୍ୟ ପାଇଁ ବିଦେଶ ଯାତ୍ରା ଭଲ ହେବ। ତେବେ ଆର୍ଥିକ କ୍ଷେତ୍ରରେ ଅଧିକ ଖର୍ଚ୍ଚ ହେବ। କୌଣସି ଅନୁଷ୍ଠାନରୁ ଲାଭ ଓ ସଫଳତା ପାଇବେ। ଯାତ୍ରାଗୁଡ଼ିକ ସୁଫଳ ଦେବ। ସମ୍ପତ୍ତି ଓ ଆର୍ଥିକ କ୍ଷେତ୍ରରେ ନୂଆ ପଦକ୍ଷେପ ନେଇପାରନ୍ତି। ଅନ୍ତର୍ଜାତୀୟ ସହଯୋଗ ଓ ସମ୍ପର୍କ ପଦୋନ୍ନତିର ଯୋଗ ଅଛି। ପରିବାରରେ ଶାନ୍ତି ରହିବ। xyxy=(780,454,937,505)
zodiac-label: କୁମ୍ଭ xyxy=(718,1140,778,1156)
aaji-banner xyxy=(252,72,580,118)
register-marks-right xyxy=(760,1483,838,1502)
jhagadamali-para-1: ମଣିଷ ନିଜ ବୁଦ୍ଧି ବଳରେ ସମସ୍ତଙ୍କୁ ଠକି ହୋଇପାରି ବା ବଢ଼ ଜବାବଦାରି ଲାଭ ଓଲାକାଶ କରିବାର ସହିତ ଜଙ୍ଗଲରେ ଗୋଷ୍ଠୀର କଥା ନେଇ ଦେଖାଉଛନ୍ତି ଚାଷୀ ଆଦି। ଲୋକ ଦେଖିଲେ ଅନ୍ୟ ଦେଖାଇବାର ସାହସ ଅଭାବରେ ଧରି ବିଦ୍ୟାର ଶକ୍ତିଶାଳୀ ଓ ଭୁଲ ଦେଖାଉଛନ୍ତି। xyxy=(13,977,210,1010)
bullet-line: • ଡାଲା ଅଟୋକୁ ଭିଡ଼ି xyxy=(400,918,570,933)
district-heading: ସୁନ୍ଦରଗଡ଼ xyxy=(479,221,531,238)
zodiac-label: ମକର xyxy=(718,1042,778,1058)
cartoon-faces-icon: ☹ xyxy=(19,866,47,896)
page-number: ୪ xyxy=(900,8,920,43)
column-rule xyxy=(357,122,358,850)
district-heading: ମୟୂରଭଞ୍ଜ xyxy=(123,73,186,89)
district-events: • ଜିଲ୍ଲାସ୍ତରୀୟ ଅନ୍ତର୍ଜାତୀୟ କନ୍ୟା ଶିଶୁ ଦିବସ, ସ୍ଥାନ: ଦେବଗଡ଼ ଟାଉନ୍ ହଲ୍, ସମୟ: ସକାଳ ୧୦ଟା। • ଟିମ୍‌ଭିଡ଼ିରିହଙ୍ଗ ଏବଂ ରାଜ୍ୟ ତାଲି ନିଗମର ଶୁଭାରମ୍ଭ, ସ୍ଥାନ: ଜିଲ୍ଲା ପରିଷଦ ସମ୍ମିଳନୀ କକ୍ଷ, ସମୟ: ପୂର୍ବାହ୍ନ ୧୦ଟା ୩୦। • ମା' କଳକଳ୍ପଙ୍କ ସନ୍ଧ୍ୟା ଆରତି, ସ୍ଥାନ: ଦେବଗଡ଼ ମହୋତ୍ସବି ମା' କଳକଳ୍ପଙ୍କ ମନ୍ଦିର, ସମୟ: ସନ୍ଧ୍ୟା ୭ଟା। • ସମୁଦ୍ର ହନୁମାନ ବାଳିଆ ପାଠ, ସ୍ଥାନ: ହନୁମାନ ମନ୍ଦିର, ହନୁମାନ ବାଟିକା, ପୁରୁଣାଗଡ଼ ପ୍ରାଙ୍ଗଣ, ସମୟ: ସନ୍ଧ୍ୟା ୭ଟା ୩୦। • ଭାଗବତ ପାଠ, ସ୍ଥାନ: ଗୋପୀନାଥ ମନ୍ଦିର, ଦେବଗଡ଼ ସ୍କୁଲ, ସମୟ: ସନ୍ଧ୍ୟା ୭ଟା। xyxy=(597,167,707,283)
magenta-dot xyxy=(95,1489,104,1498)
district-column-1 xyxy=(6,70,116,840)
yellow-dot xyxy=(111,1489,120,1498)
district-events: • ଜିଲ୍ଲାସ୍ତରୀୟ 'ପ୍ରଧାନମନ୍ତ୍ରୀ ଧନ ଧାନ୍ୟ କୃଷି ଯୋଜନା' ଉନ୍ମୋଚନ, ସ୍ଥାନ: ଜିଲ୍ଲାପରିଷଦ ସମ୍ମିଳନୀ କକ୍ଷ, ସମୟ: ସକାଳ ୧୦। • ଅନ୍ତର୍ଜାତୀୟ ଶିଶୁ କନ୍ୟା ଦିବସ, ସ୍ଥାନ: ଜିଲ୍ଲାପାଳଙ୍କ ଅଡିଟୋରିୟମ୍ ହଲ୍, ସମୟ: ପୂର୍ବାହ୍ନ ୧୦ଟା। xyxy=(6,277,113,327)
register-bar xyxy=(0,1468,945,1498)
rashifala-title: ଆଜିର ରାଶିଫଳ xyxy=(771,88,879,109)
zodiac-label: ସିଂହ xyxy=(718,552,778,568)
pratham-headline: ମାରିଆଙ୍କୁ ନୋବେଲ ... xyxy=(238,1201,390,1220)
gray-block xyxy=(60,1489,72,1498)
district-events: • ସିଟି ଡ଼ିଭେଲପ୍ମେଣ୍ଟ ପକ୍ଷରୁ କର୍ମଶାଳା, ସ୍ଥାନ: ଅର୍ଫିଜେଣ୍ଟ ସ୍କୁଲ, ମଧୁବନ, ପାରାଦୀପ, ସମୟ: ପୂର୍ବାହ୍ନ ୧୦ଟା। • ଆଗାମୀ ଜାତୀୟ ଆନ୍ଦୋଳନ ଆଲୋଚନା, ସ୍ଥାନ: ବଳଦେଵ ଠାକୁରଙ୍କ ମନ୍ଦିର, ସମୟ: ସନ୍ଧ୍ୟା ୫ଟା। • ସାହିଜ ସଂଗଠନ ପକ୍ଷରୁ ସାମୁହିକ ଅନଶନ କାର୍ଯ୍ୟକ୍ରମ, ସ୍ଥାନ: ବଳରାମ ଠାକୁରଙ୍କ ମନ୍ଦିର, ସମୟ: ଅପରାହ୍ନ ୫ଟା। xyxy=(243,148,346,222)
district-heading: ଜଗତସିଂହପୁର xyxy=(243,131,316,148)
zodiac-label: କନ୍ୟା xyxy=(718,650,778,666)
district-events: • ରୋଗ ଚିକିତ୍ସା ଆୟୋଜନରେ ନିଃଶୁଳ୍କ ଯୋଗ ଶିବିର, ସ୍ଥାନ: ସାଇଁ ପାର୍କ ପରିସର, ସମୟ: ସକାଳ ୬ଟା। • ଜିଲ୍ଲା ପ୍ରଶାସନ ପକ୍ଷରୁ ସମାନ୍ତରି ଆଇନ ଦିବସ ଉଦ୍ଦୀପନା ପ୍ରଚାର କାର୍ଯ୍ୟକ୍ରମ, ସ୍ଥାନ: ଟିଭିଟିମା ଛିଡ଼ି ମେଣ୍ଟ, ସମୟ: ପୂର୍ବାହ୍ନ ୧୦ଟା। • କେନ୍ଦୁପତ୍ର ସମସ୍ୟା ବୈଠକ, ସ୍ଥାନ: ସାଗରିକେ ଭବନ, ସମୟ: ପୂର୍ବାହ୍ନ ୧୦ଟା। • ସାର୍କ ଶିଶୁ ପରିଷଦ ପକ୍ଷରୁ ସ୍ୱାଗତ ଶିଳ୍ପ ପ୍ରଦର୍ଶନୀ ୨୦୨୫, ସ୍ଥାନ: ପୋଷଣ୍ଡ ଗୁପ୍ତିଜ ଜାତୀୟ ଭବନ, ସମୟ: ଅପରାହ୍ନ ୪ଟା। xyxy=(361,262,470,353)
cloud-band xyxy=(106,1320,206,1390)
verse-line: ଜ୍ଞାନ ଭାଲର ମାଛକୁ xyxy=(91,943,145,952)
district-heading: ଦେବଗଡ଼ xyxy=(597,150,645,167)
district-heading: କନ୍ଧମାଳ xyxy=(123,170,177,187)
column-rule xyxy=(712,70,713,1470)
cyan-dot xyxy=(79,1489,88,1498)
district-events: • ପ୍ରଧାନମନ୍ତ୍ରୀ କୃଷି ଧନଧାନ୍ୟ ଯୋଜନାର ଶୁଭାରମ୍ଭ ଉତ୍ସବ, ସ୍ଥାନ: ଜିଲ୍ଲାପରିଷଦ ବୈଠକ, ସମୟ: ପୂର୍ବାହ୍ନ ୧୦ଟା। • ଆନ୍ତର୍ଜାତିକ କନ୍ୟା ଶିଶୁ ଦିବସ ପାଳନ, ସ୍ଥାନ: ମାଉସୀ ମା' ମନ୍ଦିର, ସମୟ: ପୂର୍ବାହ୍ନ ୧୦ଟା। xyxy=(597,98,706,148)
zodiac-symbol-icon: ♍ xyxy=(724,672,770,718)
yellow-dot xyxy=(452,1489,461,1498)
rashifala-address: ମଙ୍ଗଳାପୁର, ଶାସନ, ଜାଜପୁର, ଗଞ୍ଜାମ xyxy=(778,131,878,139)
district-events: • ଜିଲ୍ଲା କଂଗ୍ରେସ ପକ୍ଷରୁ ସ୍ୱାଭିମାନ ସମ୍ମିଳନୀ, ସ୍ଥାନ: ଜିଲ୍ଲା କଂଗ୍ରେସ କାର୍ଯ୍ୟାଳୟ, ସମୟ: ଅପରାହ୍ନ ୧୨ଟା ୩୦। • ଶାରଦ ଦଶହରା ପର୍ବ, ସ୍ଥାନ: ଫୁଲବାଣୀ ଦୁର୍ଗାମଣ୍ଡପ, ସମୟ: ରାତି ୮ଟା। xyxy=(123,187,235,229)
zodiac-forecast: ମନ ମାନେ ଶିକ୍ଷା ଗ୍ରହଣରେ ମଧ୍ୟ ବନ୍ଧୁଙ୍କ ପ୍ରୋତ୍ସାହନ ମିଳିବ। ବ୍ୟବସାୟରେ ଲାଭ ହେବ। ଅର୍ଥ ସମ୍ବନ୍ଧୀୟ ବିଷୟରେ ସାବଧାନ ରହିବେ। ବିଦେଶ ଯାତ୍ରା ଯୋଗ ଅଛି। ନିର୍ମାଣ ଶିଳ୍ପ, ବ୍ୟବସାୟ ଓ ଜନସମ୍ପର୍କରେ ସମସ୍ୟା ସମାଧାନ ହେବ। xyxy=(780,748,933,782)
gray-block xyxy=(824,1489,836,1498)
aaji-title: ଆଜି କ'ଣ କେଉଁଠି xyxy=(335,82,497,107)
zodiac-symbol-icon: ♊ xyxy=(724,378,770,424)
masthead xyxy=(0,0,945,62)
district-heading: ବରଗଡ଼ xyxy=(479,290,521,307)
bullet-line: ଆଣିଲେ, ବର୍ତ୍ତିଗଲେ ଚାଳକ xyxy=(400,934,518,947)
